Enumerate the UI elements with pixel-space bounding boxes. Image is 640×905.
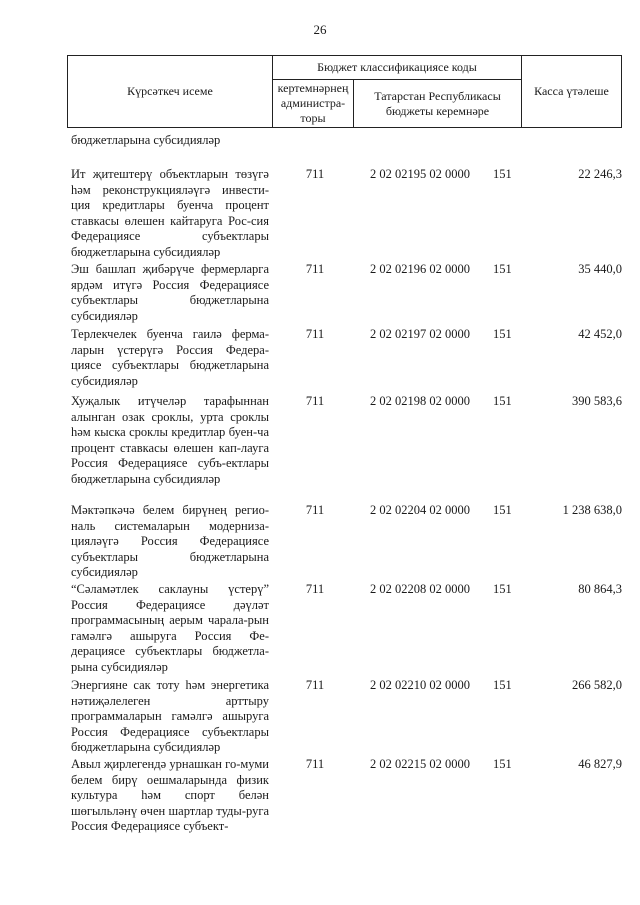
header-administrator <box>272 79 354 128</box>
continuation-text: бюджетларына субсидияләр <box>71 133 221 147</box>
row-admin: 711 <box>305 503 325 517</box>
row-code: 2 02 02208 02 0000 <box>370 582 470 596</box>
row-code: 2 02 02196 02 0000 <box>370 262 470 276</box>
row-amount: 266 582,0 <box>572 678 622 692</box>
row-code: 2 02 02198 02 0000 <box>370 394 470 408</box>
row-admin: 711 <box>305 394 325 408</box>
row-amount: 42 452,0 <box>578 327 622 341</box>
row-admin: 711 <box>305 582 325 596</box>
row-subcode: 151 <box>493 327 512 341</box>
row-name: Эш башлап җибәрүче фермерларга ярдәм итүгә Россия Федерациясе субъектлары бюджетларына субсидияләр <box>71 262 269 323</box>
row-name: Хуҗалык итүчеләр тарафыннан алынган озак сроклы, урта сроклы һәм кыска сроклы кредитлар буен-ча процент ставкасы өлешен кап-лауга Россия Федерациясе субъ-ектлары бюджетларына субсидияләр <box>71 394 269 486</box>
row-amount: 1 238 638,0 <box>562 503 622 517</box>
row-admin: 711 <box>305 757 325 771</box>
row-amount: 22 246,3 <box>578 167 622 181</box>
row-subcode: 151 <box>493 678 512 692</box>
header-tatarstan-revenues <box>353 79 522 128</box>
row-subcode: 151 <box>493 167 512 181</box>
row-code: 2 02 02197 02 0000 <box>370 327 470 341</box>
row-code: 2 02 02215 02 0000 <box>370 757 470 771</box>
row-admin: 711 <box>305 262 325 276</box>
row-amount: 390 583,6 <box>572 394 622 408</box>
header-administrator-label: кертемнәрнең администра-торы <box>277 81 349 125</box>
row-name: “Сәламәтлек саклауны үстерү” Россия Федерациясе дәүләт программасының аерым чарала-рын гамәлгә ашыруга Россия Фе-дерациясе субъектлары бюджетла-рына субсидияләр <box>71 582 269 674</box>
header-budget-classification <box>272 55 522 80</box>
row-code: 2 02 02210 02 0000 <box>370 678 470 692</box>
row-name: Терлекчелек буенча гаилә ферма-ларын үстерүгә Россия Федера-циясе субъектлары бюджетларына субсидияләр <box>71 327 269 388</box>
header-cash-execution <box>521 55 622 128</box>
row-code: 2 02 02195 02 0000 <box>370 167 470 181</box>
header-cash-execution-label: Касса үтәлеше <box>534 84 609 98</box>
header-indicator-name-label: Күрсәткеч исеме <box>127 84 213 98</box>
header-budget-classification-label: Бюджет классификациясе коды <box>317 60 477 74</box>
row-admin: 711 <box>305 678 325 692</box>
row-amount: 80 864,3 <box>578 582 622 596</box>
row-subcode: 151 <box>493 394 512 408</box>
header-tatarstan-revenues-label: Татарстан Республикасы бюджеты керемнәре <box>374 88 501 118</box>
row-subcode: 151 <box>493 503 512 517</box>
row-amount: 46 827,9 <box>578 757 622 771</box>
row-subcode: 151 <box>493 757 512 771</box>
row-admin: 711 <box>305 327 325 341</box>
row-subcode: 151 <box>493 262 512 276</box>
header-indicator-name <box>67 55 273 128</box>
row-code: 2 02 02204 02 0000 <box>370 503 470 517</box>
page-number: 26 <box>313 22 327 37</box>
row-subcode: 151 <box>493 582 512 596</box>
row-name: Авыл җирлегендә урнашкан го-муми белем бирү оешмаларында физик культура һәм спорт белән шөгыльләнү өчен шартлар туды-руга Россия Федерациясе субъект- <box>71 757 269 833</box>
row-name: Ит җитештерү объектларын төзүгә һәм реконструкцияләүгә инвести-ция кредитлары буенча процент ставкасы өлешен кайтаруга Рос-сия Федерациясе субъектлары бюджетларына субсидияләр <box>71 167 269 259</box>
row-amount: 35 440,0 <box>578 262 622 276</box>
row-admin: 711 <box>305 167 325 181</box>
row-name: Энергияне сак тоту һәм энергетика нәтиҗәлелеген арттыру программаларын гамәлгә ашыруга Россия Федерациясе субъектлары бюджетларына субсидияләр <box>71 678 269 754</box>
row-name: Мәктәпкәчә белем бирүнең регио-наль системаларын модерниза-цияләүгә Россия Федерациясе субъектлары бюджетларына субсидияләр <box>71 503 269 579</box>
